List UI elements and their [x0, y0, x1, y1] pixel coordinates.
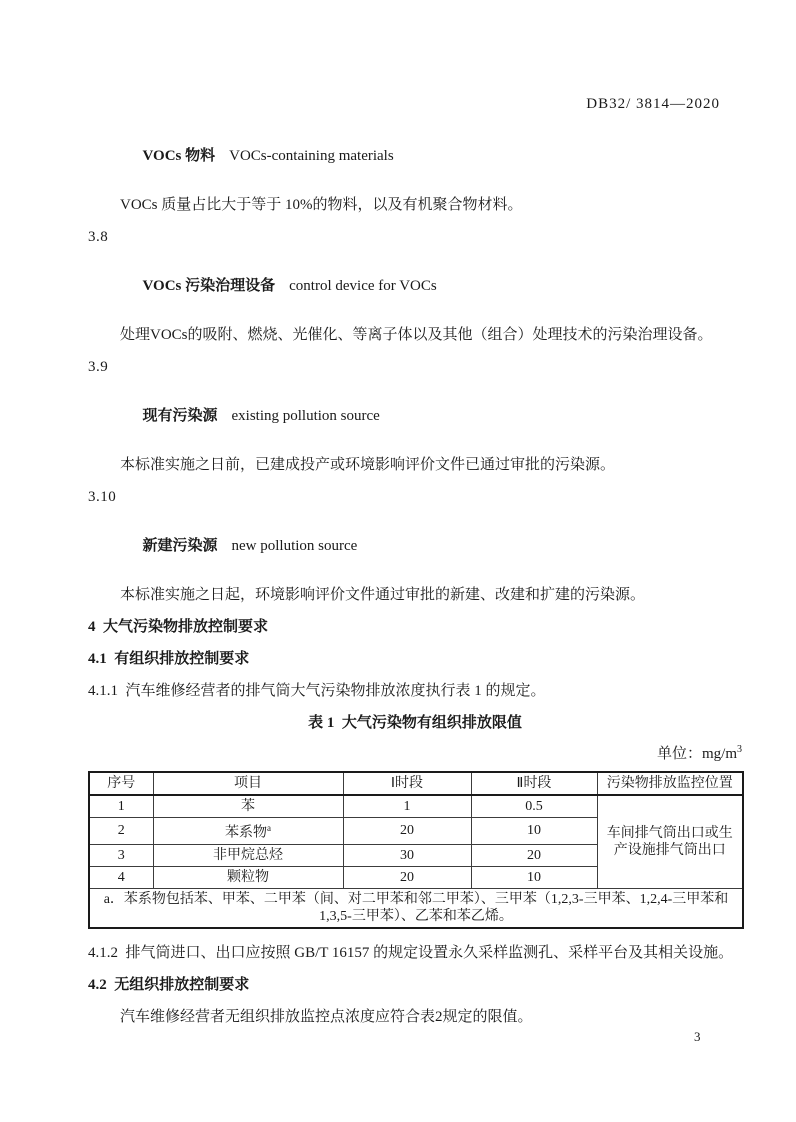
document-content [88, 131, 742, 1041]
cell-period1: 30 [343, 844, 471, 866]
cell-period2: 10 [471, 818, 597, 845]
cell-period1: 1 [343, 795, 471, 818]
term-definition-control-device: 处理VOCs的吸附、燃烧、光催化、等离子体以及其他（组合）处理技术的污染治理设备。 [120, 327, 713, 343]
cell-no: 4 [89, 866, 153, 888]
table-footnote-row [89, 888, 743, 928]
cell-item: 颗粒物 [153, 866, 343, 888]
clause-number-3-9: 3.9 [88, 359, 109, 375]
term-heading-existing-source [88, 391, 742, 442]
cell-item: 非甲烷总烃 [153, 844, 343, 866]
table-footnote: a．苯系物包括苯、甲苯、二甲苯（间、对二甲苯和邻二甲苯）、三甲苯（1,2,3-三甲苯、1,2,4-三甲苯和 1,3,5-三甲苯）、乙苯和苯乙烯。 [89, 888, 743, 928]
page-number: 3 [694, 1029, 701, 1044]
table-row [89, 795, 743, 818]
term-en: new pollution source [231, 538, 358, 554]
section-heading-4: 4 大气污染物排放控制要求 [88, 619, 269, 635]
term-definition-existing-source: 本标准实施之日前，已建成投产或环境影响评价文件已通过审批的污染源。 [120, 457, 616, 473]
term-en: existing pollution source [231, 408, 380, 424]
term-zh: VOCs 物料 [142, 148, 216, 164]
header-cell-no: 序号 [89, 772, 153, 795]
clause-number-3-10: 3.10 [88, 489, 117, 505]
cell-no: 2 [89, 818, 153, 845]
header-cell-period2: Ⅱ时段 [471, 772, 597, 795]
footnote-marker: a [267, 823, 271, 833]
term-zh: 现有污染源 [142, 408, 218, 424]
table-1-title: 表 1 大气污染物有组织排放限值 [308, 715, 522, 731]
header-cell-period1: Ⅰ时段 [343, 772, 471, 795]
unit-label [88, 741, 742, 763]
term-definition-new-source: 本标准实施之日起，环境影响评价文件通过审批的新建、改建和扩建的污染源。 [120, 587, 646, 603]
clause-4-1-1: 4.1.1 汽车维修经营者的排气筒大气污染物排放浓度执行表 1 的规定。 [88, 683, 546, 699]
term-definition-vocs-materials: VOCs 质量占比大于等于 10%的物料，以及有机聚合物材料。 [120, 197, 523, 213]
term-heading-new-source [88, 521, 742, 572]
cell-period1: 20 [343, 818, 471, 845]
unit-text: 单位：mg/m [656, 746, 737, 762]
cell-monitor-location: 车间排气筒出口或生产设施排气筒出口 [597, 795, 743, 888]
cell-no: 1 [89, 795, 153, 818]
cell-no: 3 [89, 844, 153, 866]
term-heading-vocs-materials [88, 131, 742, 182]
cell-period2: 10 [471, 866, 597, 888]
header-cell-item: 项目 [153, 772, 343, 795]
term-heading-control-device [88, 261, 742, 312]
unit-superscript: 3 [737, 744, 742, 755]
item-text: 苯系物 [225, 825, 267, 841]
cell-period2: 20 [471, 844, 597, 866]
clause-4-2-body: 汽车维修经营者无组织排放监控点浓度应符合表2规定的限值。 [120, 1008, 533, 1025]
cell-item [153, 818, 343, 845]
clause-number-3-8: 3.8 [88, 229, 109, 245]
standard-number: DB32/ 3814—2020 [586, 96, 720, 112]
cell-item: 苯 [153, 795, 343, 818]
section-heading-4-1: 4.1 有组织排放控制要求 [88, 651, 250, 667]
clause-4-1-2: 4.1.2 排气筒进口、出口应按照 GB/T 16157 的规定设置永久采样监测孔、采样平台及其相关设施。 [88, 944, 734, 961]
header-cell-location: 污染物排放监控位置 [597, 772, 743, 795]
term-en: VOCs-containing materials [229, 148, 394, 164]
table-1 [88, 771, 744, 929]
term-zh: 新建污染源 [142, 538, 218, 554]
term-en: control device for VOCs [289, 278, 437, 294]
term-zh: VOCs 污染治理设备 [142, 278, 276, 294]
table-header-row [89, 772, 743, 795]
cell-period1: 20 [343, 866, 471, 888]
section-heading-4-2: 4.2 无组织排放控制要求 [88, 976, 250, 993]
cell-period2: 0.5 [471, 795, 597, 818]
